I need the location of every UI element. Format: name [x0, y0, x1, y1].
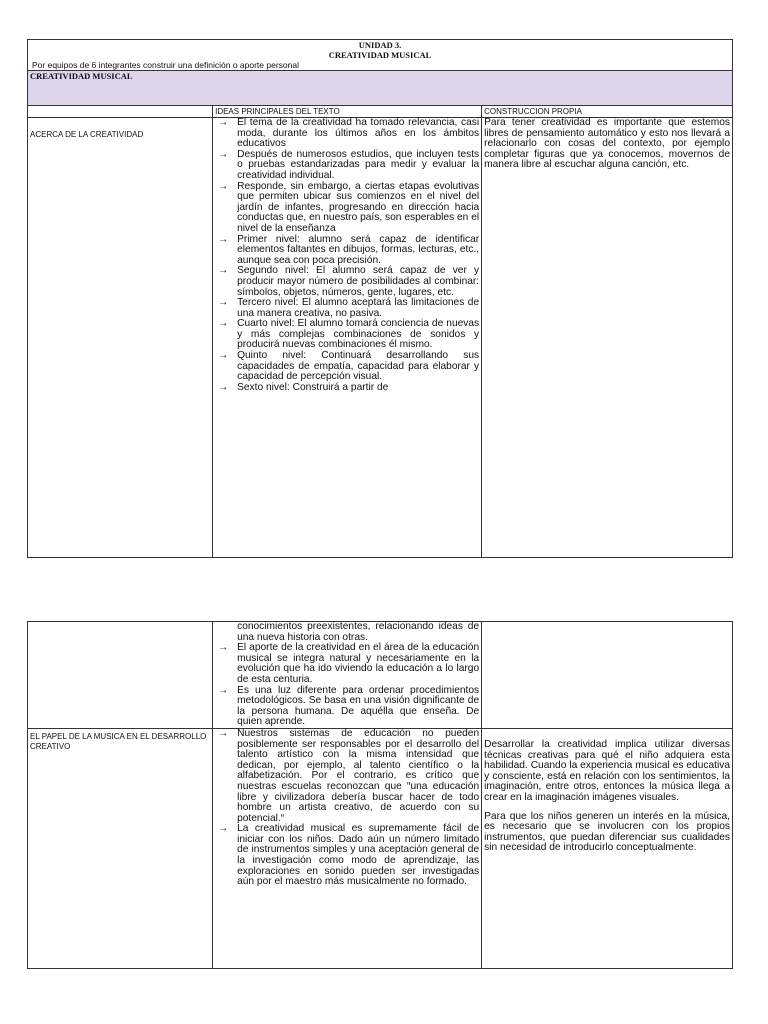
- arrow-icon: →: [218, 233, 229, 245]
- list-item: → El aporte de la creatividad en el área de la educación musical se integra natural y necesariamente en la evolución que ha ido viviendo la educación a lo largo de esta centuria.: [218, 642, 480, 685]
- arrow-icon: →: [218, 350, 229, 362]
- arrow-icon: →: [218, 684, 229, 696]
- header-blank-cell: [28, 106, 213, 118]
- construccion-text: Para tener creatividad es importante que estemos libres de pensamiento automático y esto nos llevará a relacionarlo con cosas del contexto, por ejemplo completar figuras que ya conocemos, movernos de manera libre al escuchar alguna canción, etc.: [484, 117, 730, 171]
- construccion-cell: [482, 622, 733, 729]
- arrow-icon: →: [218, 180, 229, 192]
- list-item: → Cuarto nivel: El alumno tomará conciencia de nuevas y más complejas combinaciones de sonidos y producirá nuevas combinaciones él mismo.: [218, 318, 480, 351]
- continuation-topic-cell: [28, 622, 213, 729]
- ideas-cell: [213, 118, 482, 558]
- construccion-text: Para que los niños generen un interés en la música, es necesario que se involucren con los propios instrumentos, que puedan diferenciar sus cualidades sin necesidad de introducirlo conceptualmente.: [484, 810, 730, 854]
- section-label: CREATIVIDAD MUSICAL: [28, 71, 733, 106]
- construccion-cell: [482, 728, 733, 968]
- list-item: → Primer nivel: alumno será capaz de identificar elementos faltantes en dibujos, formas, lecturas, etc., aunque sea con poca precisión.: [218, 233, 480, 266]
- row-topic-papel-musica: EL PAPEL DE LA MUSICA EN EL DESARROLLO CREATIVO: [28, 728, 213, 968]
- ideas-cell: [213, 728, 482, 968]
- instruction-text: Por equipos de 6 integrantes construir una definición o aporte personal: [32, 60, 299, 70]
- arrow-icon: →: [218, 148, 229, 160]
- construccion-cell: [482, 118, 733, 558]
- arrow-icon: →: [218, 642, 229, 654]
- page2-table: [27, 621, 733, 969]
- document-title: CREATIVIDAD MUSICAL: [328, 50, 432, 60]
- list-item: → Es una luz diferente para ordenar procedimientos metodológicos. Se basa en una visión dignificante de la persona humana. De aquélla que enseña. De quien aprende.: [218, 684, 480, 728]
- ideas-cell: [213, 622, 482, 729]
- ideas-list: [215, 729, 479, 888]
- construccion-text: Desarrollar la creatividad implica utilizar diversas técnicas creativas para qué el niño adquiera esta habilidad. Cuando la experiencia musical es educativa y consciente, está en relación con los sentimientos, la imaginación, entre otros, entonces la música llega a crear en la imaginación imágenes visuales.: [484, 738, 730, 803]
- row-topic-creatividad: ACERCA DE LA CREATIVIDAD: [28, 118, 213, 558]
- arrow-icon: →: [218, 318, 229, 330]
- arrow-icon: →: [218, 265, 229, 277]
- ideas-list: [215, 118, 479, 393]
- arrow-icon: →: [218, 117, 229, 128]
- arrow-icon: →: [218, 297, 229, 309]
- arrow-icon: →: [218, 727, 229, 739]
- column-header-ideas: IDEAS PRINCIPALES DEL TEXTO: [213, 106, 482, 118]
- arrow-icon: →: [218, 381, 229, 393]
- unit-label: UNIDAD 3.: [358, 40, 402, 50]
- list-item: → La creatividad musical es supremamente fácil de iniciar con los niños. Dado aún un número limitado de instrumentos simples y una aceptación general de la investigación como modo de aprendizaje, las exploraciones en sonido pueden ser investigadas aún por el maestro más musicalmente no formado.: [218, 823, 480, 888]
- list-item: → Nuestros sistemas de educación no pueden posiblemente ser responsables por el desarrollo del talento artístico con la misma intensidad que dedican, por ejemplo, al talento científico o la alfabetización. Por el contrario, es crítico que nuestras escuelas reconozcan que “una educación libre y civilizadora debería buscar hacer de todo hombre un artista creativo, de acuerdo con su potencial.“: [218, 727, 480, 824]
- list-item: → El tema de la creatividad ha tomado relevancia, casi moda, durante los últimos años en los ámbitos educativos: [218, 117, 480, 150]
- arrow-icon: →: [218, 823, 229, 835]
- list-item: → Responde, sin embargo, a ciertas etapas evolutivas que permiten ubicar sus comienzos en el nivel del jardín de infantes, progresando en dirección hacia conductas que, en nuestro país, son esperables en el nivel de la enseñanza: [218, 180, 480, 234]
- column-header-construccion: CONSTRUCCION PROPIA: [482, 106, 733, 118]
- list-item: → Después de numerosos estudios, que incluyen tests o pruebas estandarizadas para medir y evaluar la creatividad individual.: [218, 148, 480, 181]
- title-cell: [28, 40, 733, 71]
- list-item: → Tercero nivel: El alumno aceptará las limitaciones de una manera creativa, no pasiva.: [218, 297, 480, 319]
- page1-table: [27, 39, 733, 558]
- list-item: → Sexto nivel: Construirá a partir de: [218, 381, 389, 393]
- list-item: → Quinto nivel: Continuará desarrollando sus capacidades de empatía, capacidad para elaborar y capacidad de percepción visual.: [218, 350, 480, 383]
- list-item: → Segundo nivel: El alumno será capaz de ver y producir mayor número de posibilidades al combinar: símbolos, objetos, números, gente, lugares, etc.: [218, 265, 480, 298]
- continuation-text: conocimientos preexistentes, relacionando ideas de una nueva historia con otras.: [237, 621, 480, 643]
- ideas-list: [215, 643, 479, 728]
